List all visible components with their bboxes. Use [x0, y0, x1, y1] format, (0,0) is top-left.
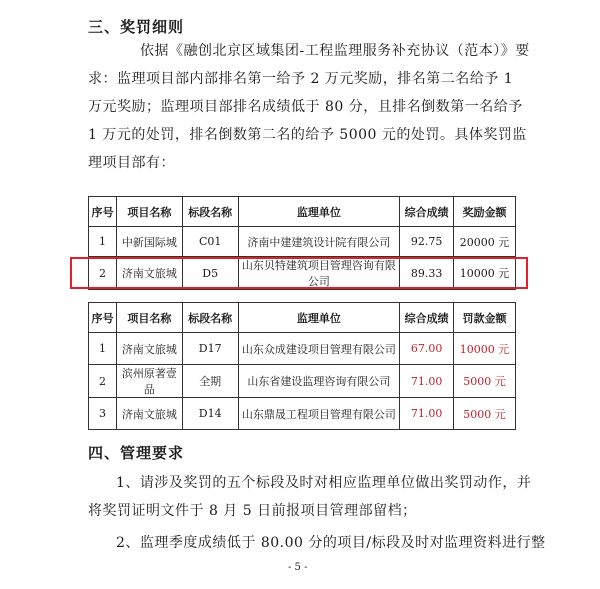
section-3-para-line-1: 依据《融创北京区域集团-工程监理服务补充协议（范本）》要	[140, 43, 530, 59]
section-4-item-1-line-2: 将奖罚证明文件于 8 月 5 日前报项目管理部留档；	[88, 503, 417, 519]
table-row	[89, 227, 516, 257]
table-cell: 滨州原著壹品	[116, 365, 182, 398]
section-3-para-line-5: 理项目部有：	[88, 155, 175, 171]
table-cell: 5000 元	[454, 398, 516, 430]
table-cell: 1	[89, 227, 117, 257]
table-row	[89, 333, 516, 365]
penalty-table	[88, 302, 516, 430]
table-cell: 济南中建建筑设计院有限公司	[238, 227, 400, 257]
table-cell: D17	[182, 333, 238, 365]
reward-header-section: 标段名称	[182, 197, 238, 227]
table-cell: 71.00	[400, 398, 454, 430]
penalty-header-index: 序号	[89, 303, 117, 333]
table-cell: 10000 元	[454, 257, 516, 290]
table-row	[89, 398, 516, 430]
section-3-para-line-2: 求：监理项目部内部排名第一给予 2 万元奖励，排名第二名给予 1	[88, 71, 514, 87]
table-cell: 山东众成建设项目管理有限公司	[238, 333, 399, 365]
table-cell: 济南文旅城	[116, 333, 182, 365]
table-cell: 济南文旅城	[116, 398, 182, 430]
table-cell: 济南文旅城	[116, 257, 182, 290]
section-3-para-line-3: 万元奖励；监理项目部排名成绩低于 80 分，且排名倒数第一名给予	[88, 99, 523, 115]
penalty-header-score: 综合成绩	[400, 303, 454, 333]
penalty-table-header-row	[89, 303, 516, 333]
table-cell: 20000 元	[454, 227, 516, 257]
section-3-para-line-4: 1 万元的处罚，排名倒数第二名的给予 5000 元的处罚。具体奖罚监	[88, 127, 527, 143]
table-cell: 1	[89, 333, 117, 365]
reward-header-score: 综合成绩	[400, 197, 454, 227]
table-cell: 10000 元	[454, 333, 516, 365]
table-cell: 2	[89, 257, 117, 290]
table-cell: 全期	[182, 365, 238, 398]
table-cell: 山东鼎晟工程项目管理有限公司	[238, 398, 399, 430]
table-cell: 中新国际城	[116, 227, 182, 257]
table-cell: 67.00	[400, 333, 454, 365]
reward-header-index: 序号	[89, 197, 117, 227]
section-4-item-1-line-1: 1、请涉及奖罚的五个标段及时对相应监理单位做出奖罚动作，并	[116, 475, 532, 491]
table-row	[89, 365, 516, 398]
table-cell: 山东省建设监理咨询有限公司	[238, 365, 399, 398]
table-cell: 92.75	[400, 227, 454, 257]
reward-header-amount: 奖励金额	[454, 197, 516, 227]
highlight-box	[70, 257, 528, 289]
table-cell: 2	[89, 365, 117, 398]
table-cell: 3	[89, 398, 117, 430]
page-number: - 5 -	[288, 562, 308, 573]
reward-header-supervisor: 监理单位	[238, 197, 400, 227]
table-cell: 89.33	[400, 257, 454, 290]
table-cell: D14	[182, 398, 238, 430]
penalty-header-project: 项目名称	[116, 303, 182, 333]
reward-header-project: 项目名称	[116, 197, 182, 227]
penalty-header-supervisor: 监理单位	[238, 303, 399, 333]
section-3-heading: 三、奖罚细则	[88, 18, 185, 36]
penalty-header-section: 标段名称	[182, 303, 238, 333]
table-cell: 山东贝特建筑项目管理咨询有限公司	[238, 257, 400, 290]
table-cell: D5	[182, 257, 238, 290]
section-4-item-2-line-1: 2、监理季度成绩低于 80.00 分的项目/标段及时对监理资料进行整	[116, 535, 546, 551]
table-cell: 71.00	[400, 365, 454, 398]
table-cell: 5000 元	[454, 365, 516, 398]
section-4-heading: 四、管理要求	[88, 444, 185, 462]
table-cell: C01	[182, 227, 238, 257]
reward-table-header-row	[89, 197, 516, 227]
penalty-header-amount: 罚款金额	[454, 303, 516, 333]
